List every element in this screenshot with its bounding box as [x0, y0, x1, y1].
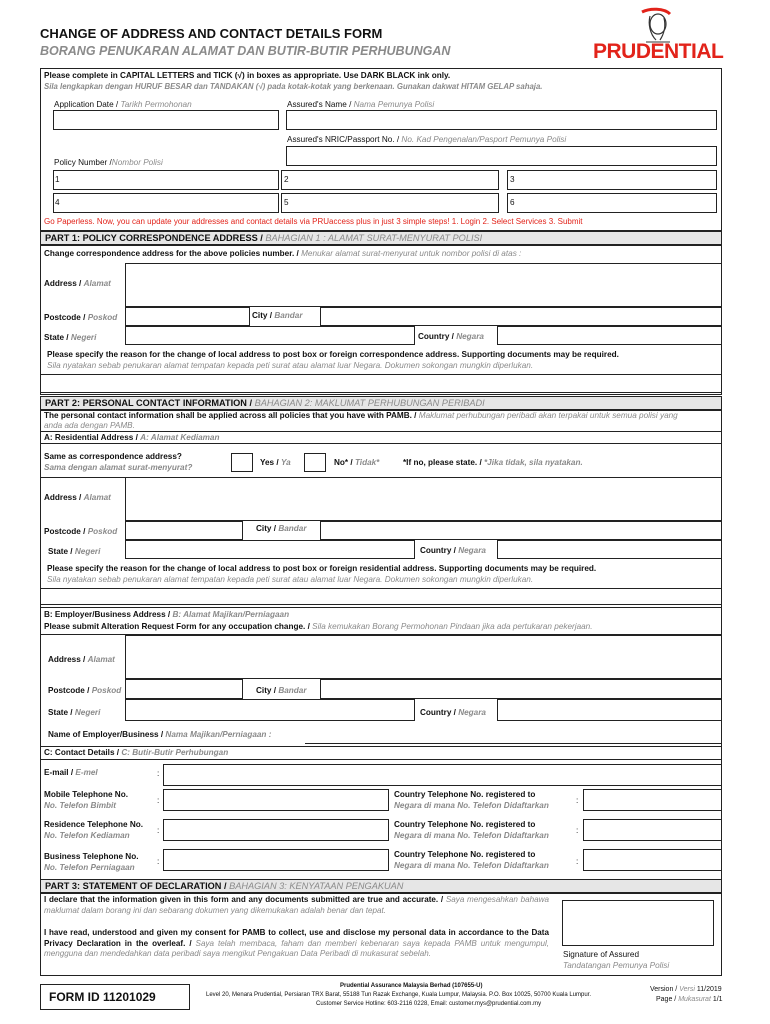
part1-state-label: State / Negeri: [44, 333, 97, 342]
emp-address-input[interactable]: [125, 635, 722, 679]
res-state-label: State / Negeri: [48, 547, 101, 556]
version-info: Version / Versi 11/2019: [650, 986, 722, 993]
emp-city-label: City / Bandar: [256, 686, 307, 695]
form-title: CHANGE OF ADDRESS AND CONTACT DETAILS FORM: [40, 26, 383, 41]
emp-postcode-input[interactable]: [125, 679, 243, 699]
colon: :: [157, 796, 160, 805]
form-subtitle: BORANG PENUKARAN ALAMAT DAN BUTIR-BUTIR PERHUBUNGAN: [40, 44, 451, 58]
part1-postcode-label: Postcode / Poskod: [44, 313, 118, 322]
emp-postcode-label: Postcode / Poskod: [48, 686, 122, 695]
policy-slot-5: 5: [284, 198, 289, 207]
page-info: Page / Mukasurat 1/1: [656, 996, 723, 1003]
colon: :: [576, 857, 579, 866]
res-state-input[interactable]: [125, 540, 415, 559]
policy-number-label: Policy Number /Nombor Polisi: [54, 158, 163, 167]
colon: :: [576, 826, 579, 835]
part1-address-input[interactable]: [125, 263, 722, 307]
signature-label: Signature of Assured: [563, 950, 640, 959]
divider: [40, 746, 722, 747]
declaration-2: I have read, understood and given my consent for PAMB to collect, use and disclose my personal data in accordance to the Data Privacy Declaration in the overleaf. / Saya telah membaca, faham dan memberi kebenaran saya kepada PAMB untuk mengumpul, mengguna dan mendedahkan data peribadi saya mengikut Pengakuan Data Peribadi di mukasurat sebelah.: [44, 928, 549, 959]
signature-box[interactable]: [562, 900, 714, 946]
part1-change-note: Change correspondence address for the above policies number. / Menukar alamat surat-menyurat untuk nombor polisi di atas :: [44, 249, 522, 258]
mobile-country-input[interactable]: [583, 789, 722, 811]
no-label: No* / Tidak*: [334, 458, 380, 467]
part1-address-label: Address / Alamat: [44, 279, 111, 288]
yes-label: Yes / Ya: [260, 458, 291, 467]
part2-a-title: A: Residential Address / A: Alamat Kediaman: [44, 433, 220, 442]
business-label: Business Telephone No.: [44, 852, 139, 861]
declaration-1: I declare that the information given in this form and any documents submitted are true and accurate. / Saya mengesahkan bahawa maklumat dalam borang ini dan sebarang dokumen yang dikemukakan adalah benar dan tepat.: [44, 895, 549, 915]
res-postcode-label: Postcode / Poskod: [44, 527, 118, 536]
paperless-notice: Go Paperless. Now, you can update your addresses and contact details via PRUaccess plus in just 3 simple steps! 1. Login 2. Select Services 3. Submit: [44, 217, 583, 226]
emp-country-input[interactable]: [497, 699, 722, 721]
assured-name-input[interactable]: [286, 110, 717, 130]
divider: [40, 607, 722, 608]
instructions-ms: Sila lengkapkan dengan HURUF BESAR dan TANDAKAN (√) pada kotak-kotak yang berkenaan. Gunakan dakwat HITAM GELAP sahaja.: [44, 82, 543, 91]
employer-name-input[interactable]: [305, 743, 722, 744]
instructions-en: Please complete in CAPITAL LETTERS and TICK (√) in boxes as appropriate. Use DARK BLACK ink only.: [44, 71, 451, 80]
employer-name-label: Name of Employer/Business / Nama Majikan/Perniagaan :: [48, 730, 272, 739]
policy-slot-3: 3: [510, 175, 515, 184]
part1-city-label: City / Bandar: [252, 311, 303, 320]
policy-number-input-5[interactable]: [281, 193, 499, 213]
policy-number-input-1[interactable]: [53, 170, 279, 190]
residence-country-label-ms: Negara di mana No. Telefon Didaftarkan: [394, 831, 549, 840]
mobile-country-label: Country Telephone No. registered to: [394, 790, 536, 799]
colon: :: [157, 826, 160, 835]
part2-c-title: C: Contact Details / C: Butir-Butir Perhubungan: [44, 748, 229, 757]
part2-b-title: B: Employer/Business Address / B: Alamat Majikan/Perniagaan: [44, 610, 290, 619]
part1-city-input[interactable]: [320, 307, 722, 326]
if-no-note: *If no, please state. / *Jika tidak, sila nyatakan.: [403, 458, 583, 467]
emp-state-input[interactable]: [125, 699, 415, 721]
email-label: E-mail / E-mel: [44, 768, 98, 777]
brand-name: PRUDENTIAL: [593, 40, 724, 63]
application-date-label: Application Date / Tarikh Permohonan: [54, 100, 192, 109]
colon: :: [157, 769, 160, 778]
res-reason-text-ms: Sila nyatakan sebab penukaran alamat tempatan kepada peti surat atau alamat luar Negara. Dokumen sokongan mungkin diperlukan.: [47, 575, 534, 584]
residence-country-label: Country Telephone No. registered to: [394, 820, 536, 829]
policy-slot-1: 1: [55, 175, 60, 184]
emp-country-label: Country / Negara: [420, 708, 486, 717]
form-id: FORM ID 11201029: [40, 984, 190, 1010]
part2-note: The personal contact information shall be applied across all policies that you have with PAMB. / Maklumat perhubungan peribadi akan terpakai untuk semua polisi yang anda ada dengan PAMB.: [44, 411, 678, 430]
res-city-label: City / Bandar: [256, 524, 307, 533]
yes-checkbox[interactable]: [231, 453, 253, 472]
part1-country-label: Country / Negara: [418, 332, 484, 341]
part1-reason-input[interactable]: [40, 374, 722, 393]
assured-nric-input[interactable]: [286, 146, 717, 166]
policy-slot-6: 6: [510, 198, 515, 207]
company-address: Level 20, Menara Prudential, Persiaran TRX Barat, 55188 Tun Razak Exchange, Kuala Lumpur, Malaysia. P.O. Box 10025, 50700 Kuala Lumpur.: [206, 992, 592, 998]
assured-nric-label: Assured's NRIC/Passport No. / No. Kad Pengenalan/Pasport Pemunya Polisi: [287, 135, 567, 144]
policy-slot-4: 4: [55, 198, 60, 207]
business-country-input[interactable]: [583, 849, 722, 871]
prudential-logo-icon: [620, 6, 690, 44]
email-input[interactable]: [163, 764, 722, 786]
same-as-question: Same as correspondence address?: [44, 452, 182, 461]
divider: [40, 431, 722, 432]
res-address-label: Address / Alamat: [44, 493, 111, 502]
divider: [40, 759, 722, 760]
part1-country-input[interactable]: [497, 326, 722, 345]
assured-name-label: Assured's Name / Nama Pemunya Polisi: [287, 100, 435, 109]
residence-input[interactable]: [163, 819, 389, 841]
res-city-input[interactable]: [320, 521, 722, 540]
res-reason-text: Please specify the reason for the change of local address to post box or foreign residential address. Supporting documents may be required.: [47, 564, 597, 573]
res-country-input[interactable]: [497, 540, 722, 559]
part3-header: PART 3: STATEMENT OF DECLARATION / BAHAGIAN 3: KENYATAAN PENGAKUAN: [40, 879, 722, 893]
mobile-input[interactable]: [163, 789, 389, 811]
emp-address-label: Address / Alamat: [48, 655, 115, 664]
policy-number-input-4[interactable]: [53, 193, 279, 213]
policy-number-input-6[interactable]: [507, 193, 717, 213]
business-country-label: Country Telephone No. registered to: [394, 850, 536, 859]
business-country-label-ms: Negara di mana No. Telefon Didaftarkan: [394, 861, 549, 870]
part1-state-input[interactable]: [125, 326, 415, 345]
part1-header: PART 1: POLICY CORRESPONDENCE ADDRESS / BAHAGIAN 1 : ALAMAT SURAT-MENYURAT POLISI: [40, 231, 722, 245]
res-address-input[interactable]: [125, 477, 722, 521]
emp-state-label: State / Negeri: [48, 708, 101, 717]
colon: :: [157, 857, 160, 866]
res-postcode-input[interactable]: [125, 521, 243, 540]
part1-reason-text: Please specify the reason for the change of local address to post box or foreign correspondence address. Supporting documents may be required.: [47, 350, 619, 359]
divider: [40, 443, 722, 444]
same-as-question-ms: Sama dengan alamat surat-menyurat?: [44, 463, 193, 472]
residence-label-ms: No. Telefon Kediaman: [44, 831, 130, 840]
residence-country-input[interactable]: [583, 819, 722, 841]
part2-b-note: Please submit Alteration Request Form for any occupation change. / Sila kemukakan Borang Permohonan Pindaan jika ada pertukaran pekerjaan.: [44, 622, 593, 631]
colon: :: [576, 796, 579, 805]
res-country-label: Country / Negara: [420, 546, 486, 555]
policy-number-input-3[interactable]: [507, 170, 717, 190]
part1-reason-text-ms: Sila nyatakan sebab penukaran alamat tempatan kepada peti surat atau alamat luar Negara. Dokumen sokongan mungkin diperlukan.: [47, 361, 534, 370]
emp-city-input[interactable]: [320, 679, 722, 699]
res-reason-input[interactable]: [40, 588, 722, 605]
no-checkbox[interactable]: [304, 453, 326, 472]
mobile-label: Mobile Telephone No.: [44, 790, 128, 799]
signature-label-ms: Tandatangan Pemunya Polisi: [563, 961, 670, 970]
policy-slot-2: 2: [284, 175, 289, 184]
business-input[interactable]: [163, 849, 389, 871]
company-name: Prudential Assurance Malaysia Berhad (107655-U): [340, 983, 483, 989]
mobile-country-label-ms: Negara di mana No. Telefon Didaftarkan: [394, 801, 549, 810]
part2-header: PART 2: PERSONAL CONTACT INFORMATION / BAHAGIAN 2: MAKLUMAT PERHUBUNGAN PERIBADI: [40, 396, 722, 410]
application-date-input[interactable]: [53, 110, 279, 130]
mobile-label-ms: No. Telefon Bimbit: [44, 801, 117, 810]
customer-hotline: Customer Service Hotline: 603-2116 0228, Email: customer.mys@prudential.com.my: [316, 1001, 542, 1007]
part1-postcode-input[interactable]: [125, 307, 250, 326]
business-label-ms: No. Telefon Perniagaan: [44, 863, 135, 872]
residence-label: Residence Telephone No.: [44, 820, 144, 829]
policy-number-input-2[interactable]: [281, 170, 499, 190]
